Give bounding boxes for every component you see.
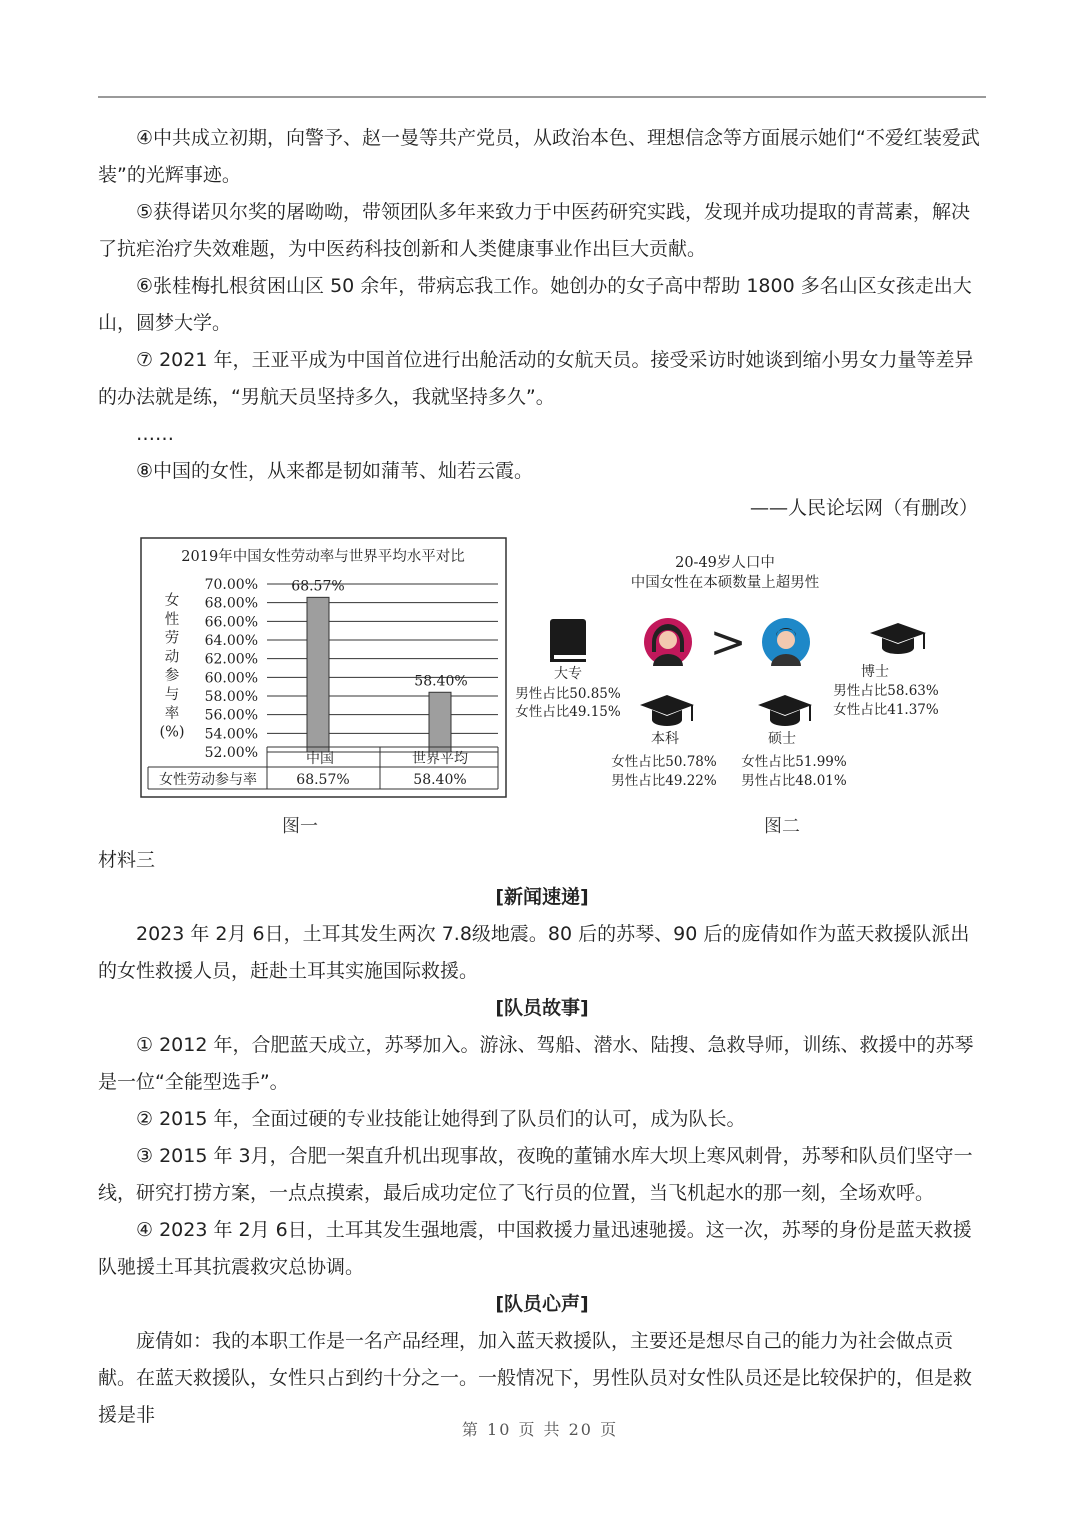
paragraph: 庞倩如：我的本职工作是一名产品经理，加入蓝天救援队，主要还是想尽自己的能力为社会做点贡献。在蓝天救援队，女性只占到约十分之一。一般情况下，男性队员对女性队员还是比较保护的，但是救援是非: [98, 1330, 973, 1426]
paragraph: ③ 2015 年 3月，合肥一架直升机出现事故，夜晚的董铺水库大坝上寒风刺骨，苏琴和队员们坚守一线，研究打捞方案，一点点摸索，最后成功定位了飞行员的位置，当飞机起水的那一刻，全场欢呼。: [98, 1145, 973, 1204]
section-heading-stories: [队员故事]: [495, 997, 589, 1019]
section-heading-voices: [队员心声]: [495, 1293, 589, 1315]
paragraph: ⑥张桂梅扎根贫困山区 50 余年，带病忘我工作。她创办的女子高中帮助 1800 多名山区女孩走出大山，圆梦大学。: [98, 275, 972, 334]
benke-stat-2: 男性占比49.22%: [611, 773, 717, 789]
boshi-stat-1: 男性占比58.63%: [833, 683, 939, 699]
category-label-china: 中国: [306, 751, 334, 767]
y-tick-label: 54.00%: [204, 726, 258, 743]
section-heading-news: [新闻速递]: [495, 886, 589, 908]
labor-rate-chart: [140, 537, 508, 799]
y-tick-label: 70.00%: [204, 577, 258, 593]
ellipsis: ……: [136, 423, 174, 445]
shuoshi-label: 硕士: [768, 731, 796, 747]
material-label: 材料三: [98, 849, 156, 871]
book-icon: [550, 619, 586, 662]
paragraph: ① 2012 年，合肥蓝天成立，苏琴加入。游泳、驾船、潜水、陆搜、急救导师，训练、救援中的苏琴是一位“全能型选手”。: [98, 1034, 974, 1093]
y-tick-label: 62.00%: [204, 651, 258, 668]
figure-1-caption: 图一: [282, 816, 318, 837]
table-row-label: 女性劳动参与率: [159, 772, 257, 788]
graduation-cap-icon: [640, 695, 694, 726]
top-text-block: [98, 120, 986, 527]
y-tick-label: 68.00%: [204, 595, 258, 612]
table-value-china: 68.57%: [296, 772, 350, 788]
graduation-cap-icon: [870, 623, 926, 654]
figure-2-caption: 图二: [764, 816, 800, 837]
boshi-label: 博士: [861, 664, 889, 680]
y-tick-label: 60.00%: [204, 670, 258, 687]
greater-than-symbol: >: [709, 617, 747, 668]
boshi-stat-2: 女性占比41.37%: [833, 702, 939, 718]
source-attribution: ——人民论坛网（有删改）: [749, 497, 978, 519]
y-axis-label-char: 性: [164, 611, 180, 628]
dazhuan-stat-1: 男性占比50.85%: [515, 686, 621, 702]
bar-世界平均: [429, 692, 451, 752]
benke-label: 本科: [651, 731, 679, 747]
female-avatar-icon: [644, 618, 692, 666]
paragraph: ⑤获得诺贝尔奖的屠呦呦，带领团队多年来致力于中医药研究实践，发现并成功提取的青蒿素，解决了抗疟治疗失效难题，为中医药科技创新和人类健康事业作出巨大贡献。: [98, 201, 971, 260]
dazhuan-label: 大专: [554, 666, 582, 682]
y-axis-label-char: (%): [159, 724, 185, 741]
shuoshi-stat-1: 女性占比51.99%: [741, 754, 847, 770]
material-three-block: [98, 842, 986, 1434]
paragraph: ④中共成立初期，向警予、赵一曼等共产党员，从政治本色、理想信念等方面展示她们“不爱红装爱武装”的光辉事迹。: [98, 127, 980, 186]
table-value-world: 58.40%: [413, 772, 467, 788]
y-axis-label-char: 女: [164, 593, 180, 609]
infographic-title-2: 中国女性在本硕数量上超男性: [630, 575, 820, 591]
data-label: 68.57%: [291, 578, 345, 595]
y-axis-label-char: 劳: [164, 630, 180, 647]
y-tick-label: 66.00%: [204, 614, 258, 631]
y-axis-label-char: 与: [164, 687, 180, 703]
paragraph: 2023 年 2月 6日，土耳其发生两次 7.8级地震。80 后的苏琴、90 后的庞倩如作为蓝天救援队派出的女性救援人员，赶赴土耳其实施国际救援。: [98, 923, 970, 982]
paragraph: ④ 2023 年 2月 6日，土耳其发生强地震，中国救援力量迅速驰援。这一次，苏琴的身份是蓝天救援队驰援土耳其抗震救灾总协调。: [98, 1219, 972, 1278]
bar-中国: [307, 597, 329, 752]
paragraph: ② 2015 年，全面过硬的专业技能让她得到了队员们的认可，成为队长。: [136, 1108, 746, 1130]
shuoshi-stat-2: 男性占比48.01%: [741, 773, 847, 789]
graduation-cap-icon: [758, 695, 812, 726]
data-label: 58.40%: [414, 673, 468, 690]
y-tick-label: 64.00%: [204, 633, 258, 649]
header-rule: [98, 96, 986, 98]
education-infographic: [510, 545, 960, 795]
y-axis-label-char: 参: [164, 668, 180, 685]
y-tick-label: 56.00%: [204, 707, 258, 724]
y-tick-label: 58.00%: [204, 689, 258, 705]
y-axis-label-char: 动: [164, 649, 180, 666]
paragraph: ⑦ 2021 年，王亚平成为中国首位进行出舱活动的女航天员。接受采访时她谈到缩小男女力量等差异的办法就是练，“男航天员坚持多久，我就坚持多久”。: [98, 349, 974, 408]
page-footer: 第 10 页 共 20 页: [461, 1420, 619, 1439]
infographic-title-1: 20-49岁人口中: [675, 555, 775, 571]
benke-stat-1: 女性占比50.78%: [611, 754, 717, 770]
chart-title: 2019年中国女性劳动率与世界平均水平对比: [181, 549, 465, 565]
y-tick-label: 52.00%: [204, 745, 258, 761]
male-avatar-icon: [762, 618, 810, 666]
dazhuan-stat-2: 女性占比49.15%: [515, 704, 621, 720]
paragraph: ⑧中国的女性，从来都是韧如蒲苇、灿若云霞。: [136, 460, 534, 482]
category-label-world: 世界平均: [412, 751, 468, 767]
y-axis-label-char: 率: [164, 705, 180, 722]
